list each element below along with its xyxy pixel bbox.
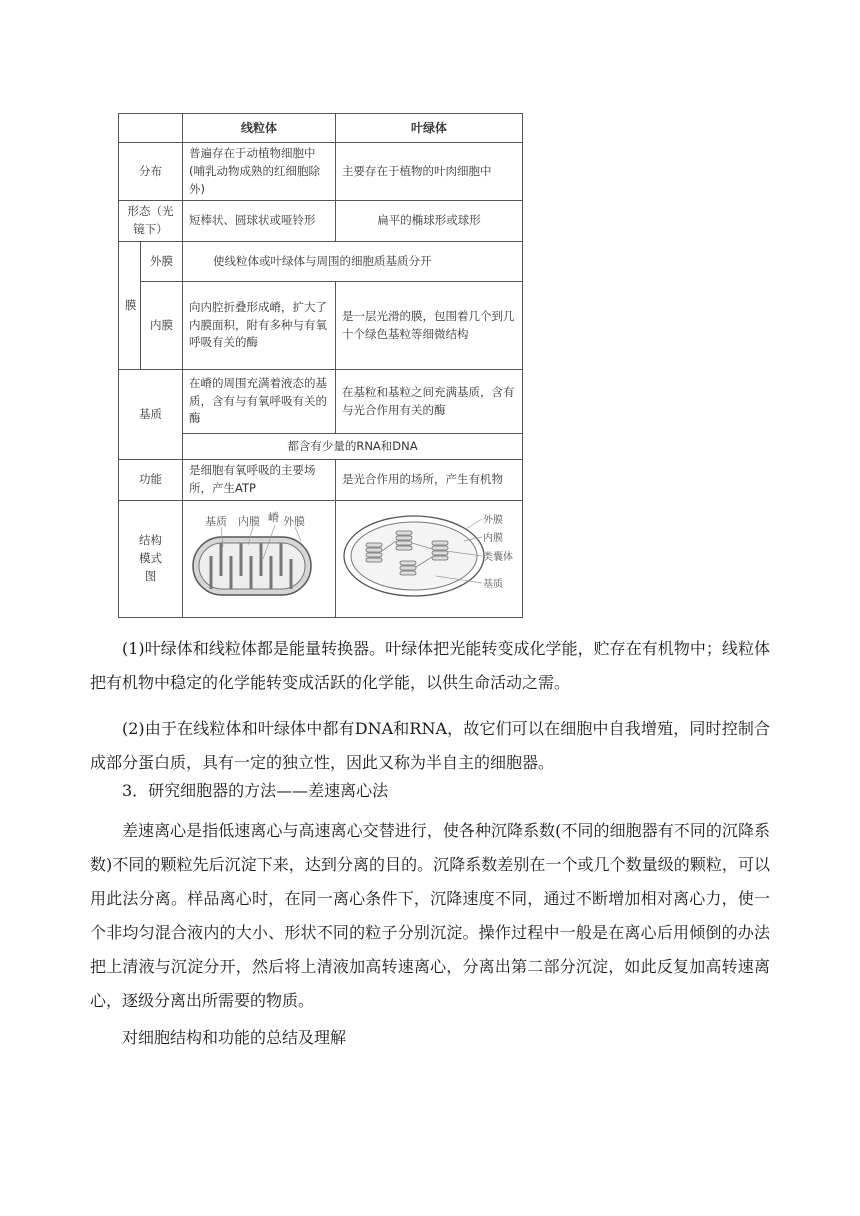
section-heading-centrifugation: 3．研究细胞器的方法——差速离心法 (122, 781, 389, 800)
row-diagram (119, 500, 523, 617)
mito-label-outer-membrane: 外膜 (283, 514, 305, 528)
header-mitochondria: 线粒体 (183, 114, 336, 143)
mito-distribution: 普遍存在于动植物细胞中(哺乳动物成熟的红细胞除外) (183, 143, 336, 201)
chloro-shape: 扁平的椭球形或球形 (336, 201, 523, 242)
row-function (119, 460, 523, 501)
mito-label-matrix: 基质 (205, 514, 227, 528)
chloroplast-diagram-cell (336, 500, 523, 617)
row-label-membrane: 膜 (119, 242, 141, 370)
mito-matrix: 在嵴的周围充满着液态的基质，含有与有氧呼吸有关的酶 (183, 370, 336, 434)
header-chloroplast: 叶绿体 (336, 114, 523, 143)
row-label-outer-membrane: 外膜 (141, 242, 183, 282)
chloro-label-thylakoid: 类囊体 (483, 551, 513, 563)
row-label-shape: 形态（光镜下） (119, 201, 183, 242)
mitochondrion-diagram-cell (183, 500, 336, 617)
row-label-diagram: 结构模式图 (119, 500, 183, 617)
matrix-shared: 都含有少量的RNA和DNA (183, 434, 523, 460)
mito-label-cristae: 嵴 (268, 510, 279, 524)
row-matrix (119, 370, 523, 434)
row-label-inner-membrane: 内膜 (141, 282, 183, 370)
mito-shape: 短棒状、圆球状或哑铃形 (183, 201, 336, 242)
paragraph-semi-autonomous: (2)由于在线粒体和叶绿体中都有DNA和RNA，故它们可以在细胞中自我增殖，同时控制合成部分蛋白质，具有一定的独立性，因此又称为半自主的细胞器。 (90, 719, 770, 772)
chloro-matrix: 在基粒和基粒之间充满基质，含有与光合作用有关的酶 (336, 370, 523, 434)
mito-inner-membrane: 向内腔折叠形成嵴，扩大了内膜面积，附有多种与有氧呼吸有关的酶 (183, 282, 336, 370)
header-blank (119, 114, 183, 143)
mito-label-inner-membrane: 内膜 (238, 514, 260, 528)
chloro-distribution: 主要存在于植物的叶肉细胞中 (336, 143, 523, 201)
row-distribution (119, 143, 523, 201)
row-label-matrix: 基质 (119, 370, 183, 460)
row-inner-membrane (119, 282, 523, 370)
table-header-row (119, 114, 523, 143)
chloro-label-inner-membrane: 内膜 (483, 532, 503, 544)
paragraph-differential-centrifugation: 差速离心是指低速离心与高速离心交替进行，使各种沉降系数(不同的细胞器有不同的沉降系数)不同的颗粒先后沉淀下来，达到分离的目的。沉降系数差别在一个或几个数量级的颗粒，可以用此法分离。样品离心时，在同一离心条件下，沉降速度不同，通过不断增加相对离心力，使一个非均匀混合液内的大小、形状不同的粒子分别沉淀。操作过程中一般是在离心后用倾倒的办法把上清液与沉淀分开，然后将上清液加高转速离心，分离出第二部分沉淀，如此反复加高转速离心，逐级分离出所需要的物质。 (90, 821, 770, 1010)
mitochondrion-diagram (183, 501, 336, 611)
chloroplast-diagram (336, 501, 523, 611)
mito-function: 是细胞有氧呼吸的主要场所，产生ATP (183, 460, 336, 501)
chloro-inner-membrane: 是一层光滑的膜，包围着几个到几十个绿色基粒等细微结构 (336, 282, 523, 370)
chloro-label-outer-membrane: 外膜 (483, 514, 503, 526)
paragraph-energy-converters: (1)叶绿体和线粒体都是能量转换器。叶绿体把光能转变成化学能，贮存在有机物中；线粒体把有机物中稳定的化学能转变成活跃的化学能，以供生命活动之需。 (90, 639, 770, 692)
paragraph-summary-heading: 对细胞结构和功能的总结及理解 (122, 1028, 347, 1047)
row-label-distribution: 分布 (119, 143, 183, 201)
row-outer-membrane (119, 242, 523, 282)
comparison-table (118, 113, 522, 611)
row-label-function: 功能 (119, 460, 183, 501)
outer-membrane-shared: 使线粒体或叶绿体与周围的细胞质基质分开 (183, 242, 523, 282)
chloro-label-stroma: 基质 (483, 578, 503, 590)
chloro-function: 是光合作用的场所，产生有机物 (336, 460, 523, 501)
row-shape (119, 201, 523, 242)
